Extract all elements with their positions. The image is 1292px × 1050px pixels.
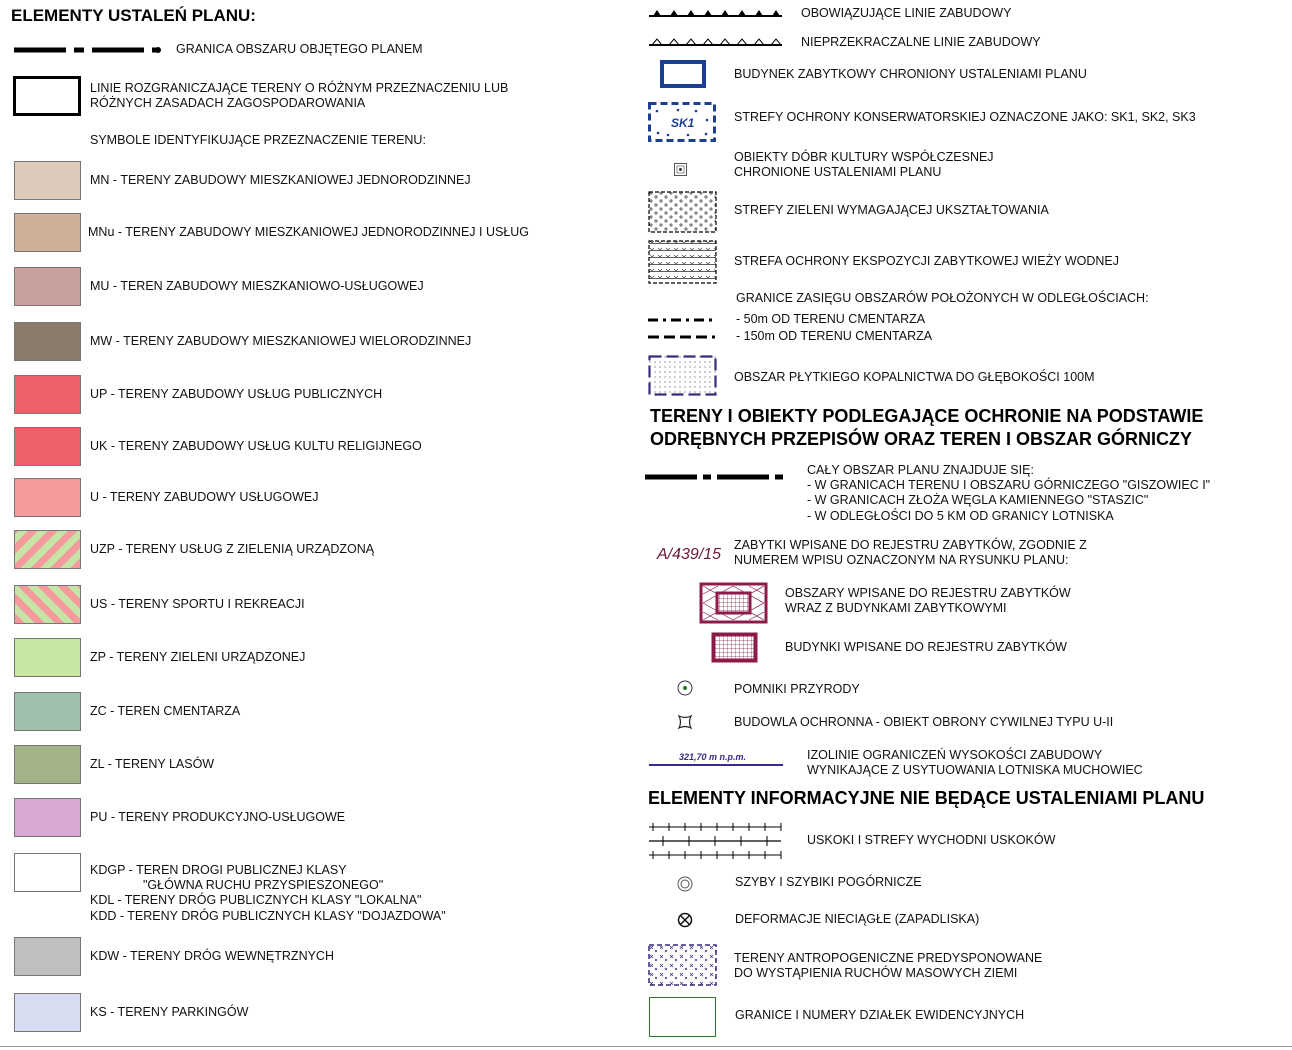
anthropogenic-label-2: DO WYSTĄPIENIA RUCHÓW MASOWYCH ZIEMI [734, 966, 1018, 980]
mine-shaft-icon [677, 876, 695, 894]
zone-label-6: U - TERENY ZABUDOWY USŁUGOWEJ [90, 490, 319, 504]
zone-swatch-9 [14, 638, 81, 677]
contemporary-heritage-icon [673, 162, 689, 178]
zone-label-12: PU - TERENY PRODUKCYJNO-USŁUGOWE [90, 810, 346, 824]
zone-label-1: MNu - TERENY ZABUDOWY MIESZKANIOWEJ JEDNORODZINNEJ I USŁUG [88, 225, 530, 239]
sinkhole-icon [677, 912, 695, 930]
limit-building-line-symbol [649, 36, 783, 48]
zone-label-8: US - TERENY SPORTU I REKREACJI [90, 597, 305, 611]
register-area-symbol [699, 582, 769, 624]
plan-area-line-2: - W GRANICACH TERENU I OBSZARU GÓRNICZEGO "GISZOWIEC I" [807, 478, 1211, 492]
zone-label-10: ZC - TEREN CMENTARZA [90, 704, 241, 718]
plan-area-line-3: - W GRANICACH ZŁOŻA WĘGLA KAMIENNEGO "STASZIC" [807, 493, 1149, 507]
section3-title: ELEMENTY INFORMACYJNE NIE BĘDĄCE USTALENIAMI PLANU [648, 788, 1205, 808]
dividing-lines-label-1: LINIE ROZGRANICZAJĄCE TERENY O RÓŻNYM PRZEZNACZENIU LUB [90, 81, 509, 95]
zone-label-9: ZP - TERENY ZIELENI URZĄDZONEJ [90, 650, 306, 664]
shelter-label: BUDOWLA OCHRONNA - OBIEKT OBRONY CYWILNEJ TYPU U-II [734, 715, 1114, 729]
water-tower-zone-symbol [648, 240, 718, 284]
anthropogenic-label-1: TERENY ANTROPOGENICZNE PREDYSPONOWANE [734, 951, 1043, 965]
zone-label-2: MU - TEREN ZABUDOWY MIESZKANIOWO-USŁUGOWEJ [90, 279, 424, 293]
ks-label: KS - TERENY PARKINGÓW [90, 1005, 249, 1019]
contemporary-heritage-label-2: CHRONIONE USTALENIAMI PLANU [734, 165, 942, 179]
nature-monument-icon [677, 680, 695, 698]
zone-swatch-5 [14, 427, 81, 466]
register-label-1: ZABYTKI WPISANE DO REJESTRU ZABYTKÓW, ZGODNIE Z [734, 538, 1087, 552]
zone-label-4: UP - TERENY ZABUDOWY USŁUG PUBLICZNYCH [90, 387, 383, 401]
distance-150m-line [648, 333, 716, 341]
isoline-tag: 321,70 m n.p.m. [679, 752, 747, 762]
zone-swatch-10 [14, 692, 81, 731]
zone-swatch-kdw [14, 937, 81, 976]
zone-swatch-2 [14, 267, 81, 306]
parcel-boundary-symbol [649, 997, 716, 1037]
heritage-building-symbol [660, 60, 706, 88]
faults-label: USKOKI I STREFY WYCHODNI USKOKÓW [807, 833, 1056, 847]
isoline-line [649, 764, 783, 766]
deformations-label: DEFORMACJE NIECIĄGŁE (ZAPADLISKA) [735, 912, 980, 926]
section2-title-line1: TERENY I OBIEKTY PODLEGAJĄCE OCHRONIE NA PODSTAWIE [650, 406, 1204, 426]
zone-label-3: MW - TERENY ZABUDOWY MIESZKANIOWEJ WIELORODZINNEJ [90, 334, 472, 348]
zone-swatch-ks [14, 993, 81, 1032]
shelter-icon [677, 714, 695, 732]
zone-label-0: MN - TERENY ZABUDOWY MIESZKANIOWEJ JEDNORODZINNEJ [90, 173, 471, 187]
mine-shafts-label: SZYBY I SZYBIKI POGÓRNICZE [735, 875, 922, 889]
kdw-label: KDW - TERENY DRÓG WEWNĘTRZNYCH [90, 949, 334, 963]
mining-area-boundary-symbol [645, 471, 790, 483]
conservation-zone-label: STREFY OCHRONY KONSERWATORSKIEJ OZNACZONE JAKO: SK1, SK2, SK3 [734, 110, 1196, 124]
zone-swatch-6 [14, 478, 81, 517]
plan-area-line-1: CAŁY OBSZAR PLANU ZNAJDUJE SIĘ: [807, 463, 1034, 477]
distance-150m-label: - 150m OD TERENU CMENTARZA [736, 329, 933, 343]
zone-swatch-roads [14, 853, 81, 892]
register-label-2: NUMEREM WPISU OZNACZONYM NA RYSUNKU PLANU: [734, 553, 1069, 567]
faults-symbol [649, 822, 783, 860]
distance-50m-line [648, 316, 716, 324]
zone-swatch-3 [14, 322, 81, 361]
dividing-lines-label-2: RÓŻNYCH ZASADACH ZAGOSPODAROWANIA [90, 96, 366, 110]
limit-building-line-label: NIEPRZEKRACZALNE LINIE ZABUDOWY [801, 35, 1041, 49]
contemporary-heritage-label-1: OBIEKTY DÓBR KULTURY WSPÓŁCZESNEJ [734, 150, 994, 164]
plan-area-line-4: - W ODLEGŁOŚCI DO 5 KM OD GRANICY LOTNISKA [807, 509, 1114, 523]
roads-label-1: KDGP - TEREN DROGI PUBLICZNEJ KLASY [90, 863, 347, 877]
zone-swatch-11 [14, 745, 81, 784]
roads-label-4: KDD - TERENY DRÓG PUBLICZNYCH KLASY "DOJAZDOWA" [90, 909, 446, 923]
green-zone-label: STREFY ZIELENI WYMAGAJĄCEJ UKSZTAŁTOWANIA [734, 203, 1049, 217]
conservation-zone-tag: SK1 [671, 116, 695, 130]
plan-boundary-symbol [12, 43, 162, 57]
shallow-mining-symbol [648, 355, 718, 397]
left-section-title: ELEMENTY USTALEŃ PLANU: [11, 6, 256, 25]
zone-swatch-4 [14, 375, 81, 414]
register-building-symbol [711, 632, 759, 664]
zone-swatch-0 [14, 161, 81, 200]
bottom-divider [0, 1046, 1292, 1047]
zone-swatch-12 [14, 798, 81, 837]
isoline-label-1: IZOLINIE OGRANICZEŃ WYSOKOŚCI ZABUDOWY [807, 748, 1103, 762]
roads-label-3: KDL - TERENY DRÓG PUBLICZNYCH KLASY "LOKALNA" [90, 893, 422, 907]
green-zone-symbol [648, 191, 718, 233]
mandatory-building-line-symbol [649, 7, 783, 19]
register-buildings-label: BUDYNKI WPISANE DO REJESTRU ZABYTKÓW [785, 640, 1067, 654]
register-areas-label-2: WRAZ Z BUDYNKAMI ZABYTKOWYMI [785, 601, 1007, 615]
zone-swatch-8 [14, 585, 81, 624]
heritage-building-label: BUDYNEK ZABYTKOWY CHRONIONY USTALENIAMI PLANU [734, 67, 1087, 81]
zone-label-7: UZP - TERENY USŁUG Z ZIELENIĄ URZĄDZONĄ [90, 542, 375, 556]
register-code: A/439/15 [657, 546, 722, 563]
register-areas-label-1: OBSZARY WPISANE DO REJESTRU ZABYTKÓW [785, 586, 1071, 600]
shallow-mining-label: OBSZAR PŁYTKIEGO KOPALNICTWA DO GŁĘBOKOŚCI 100M [734, 370, 1095, 384]
section2-title-line2: ODRĘBNYCH PRZEPISÓW ORAZ TEREN I OBSZAR GÓRNICZY [650, 429, 1193, 449]
dividing-lines-symbol [13, 76, 81, 116]
mandatory-building-line-label: OBOWIĄZUJĄCE LINIE ZABUDOWY [801, 6, 1012, 20]
isoline-label-2: WYNIKAJĄCE Z USYTUOWANIA LOTNISKA MUCHOWIEC [807, 763, 1143, 777]
distance-50m-label: - 50m OD TERENU CMENTARZA [736, 312, 926, 326]
parcels-label: GRANICE I NUMERY DZIAŁEK EWIDENCYJNYCH [735, 1008, 1025, 1022]
zone-swatch-7 [14, 530, 81, 569]
nature-monuments-label: POMNIKI PRZYRODY [734, 682, 860, 696]
plan-boundary-label: GRANICA OBSZARU OBJĘTEGO PLANEM [176, 42, 423, 56]
zone-swatch-1 [14, 213, 81, 252]
distance-caption: GRANICE ZASIĘGU OBSZARÓW POŁOŻONYCH W ODLEGŁOŚCIACH: [736, 291, 1149, 305]
zone-label-5: UK - TERENY ZABUDOWY USŁUG KULTU RELIGIJNEGO [90, 439, 422, 453]
anthropogenic-area-symbol [648, 944, 718, 986]
roads-label-2: "GŁÓWNA RUCHU PRZYSPIESZONEGO" [143, 878, 384, 892]
water-tower-zone-label: STREFA OCHRONY EKSPOZYCJI ZABYTKOWEJ WIEŻY WODNEJ [734, 254, 1120, 268]
symbols-caption: SYMBOLE IDENTYFIKUJĄCE PRZEZNACZENIE TERENU: [90, 133, 426, 147]
zone-label-11: ZL - TERENY LASÓW [90, 757, 215, 771]
